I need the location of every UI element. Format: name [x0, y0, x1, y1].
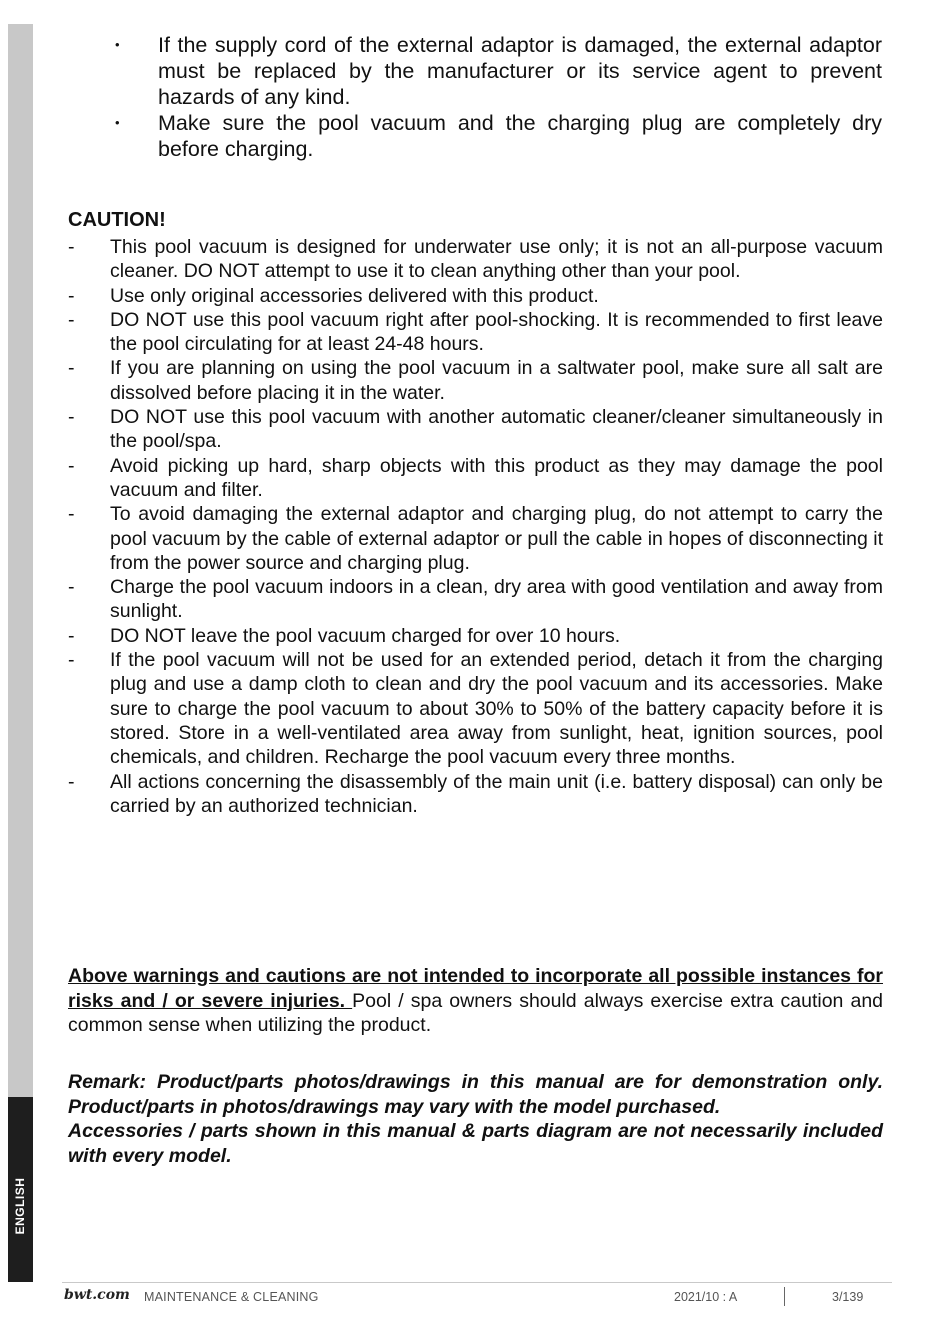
disclaimer-emphasis: Above warnings and cautions are not intended to incorporate all possible instances for risks and / or severe injuries.: [68, 965, 883, 1012]
dash-icon: -: [68, 576, 75, 599]
caution-text: All actions concerning the disassembly of the main unit (i.e. battery disposal) can only be carried by an authorized technician.: [110, 770, 883, 817]
caution-item: [68, 502, 883, 575]
caution-item: [68, 770, 883, 819]
caution-heading: CAUTION!: [68, 209, 166, 231]
bullet-text: Make sure the pool vacuum and the charging plug are completely dry before charging.: [158, 111, 882, 161]
disclaimer-paragraph: [68, 964, 883, 1038]
caution-text: Avoid picking up hard, sharp objects with this product as they may damage the pool vacuum and filter.: [110, 454, 883, 501]
caution-item: [68, 405, 883, 454]
caution-text: Use only original accessories delivered with this product.: [110, 284, 599, 307]
caution-item: [68, 648, 883, 769]
caution-text: If you are planning on using the pool vacuum in a saltwater pool, make sure all salt are dissolved before placing it in the water.: [110, 357, 883, 404]
footer-revision: 2021/10 : A: [674, 1290, 738, 1304]
sidebar-strip: [8, 24, 33, 1097]
safety-bullets: [110, 32, 882, 162]
disclaimer-text: Pool / spa owners should always exercise extra caution and common sense when utilizing the product.: [68, 989, 884, 1036]
caution-text: Charge the pool vacuum indoors in a clean, dry area with good ventilation and away from sunlight.: [110, 576, 883, 623]
caution-item: [68, 284, 883, 308]
caution-item: [68, 356, 883, 405]
caution-item: [68, 235, 883, 284]
bullet-text: If the supply cord of the external adaptor is damaged, the external adaptor must be replaced by the manufacturer or its service agent to prevent hazards of any kind.: [158, 33, 882, 109]
footer-section-title: MAINTENANCE & CLEANING: [144, 1290, 319, 1304]
language-label: ENGLISH: [13, 1177, 27, 1235]
dash-icon: -: [68, 624, 75, 647]
caution-item: [68, 308, 883, 357]
dash-icon: -: [68, 308, 75, 331]
footer-divider: [62, 1282, 892, 1283]
bullet-dot-icon: •: [115, 115, 120, 130]
dash-icon: -: [68, 236, 75, 258]
caution-text: If the pool vacuum will not be used for an extended period, detach it from the charging plug and use a damp cloth to clean and dry the pool vacuum and its accessories. Make sure to charge the pool vacuum to about 30% to 50% of the battery capacity before it is stored. Store in a well-ventilated area away from sunlight, heat, ignition sources, pool chemicals, and children. Recharge the pool vacuum every three months.: [110, 649, 883, 769]
dash-icon: -: [68, 406, 75, 429]
caution-text: To avoid damaging the external adaptor and charging plug, do not attempt to carry the pool vacuum by the cable of external adaptor or pull the cable in hopes of disconnecting it from the power source and charging plug.: [110, 503, 883, 574]
dash-icon: -: [68, 454, 75, 477]
bullet-item: [110, 32, 882, 110]
remark-block: [68, 1070, 883, 1168]
dash-icon: -: [68, 770, 75, 793]
caution-text: This pool vacuum is designed for underwater use only; it is not an all-purpose vacuum cleaner. DO NOT attempt to use it to clean anything other than your pool.: [110, 236, 883, 283]
bullet-dot-icon: •: [115, 37, 120, 52]
bullet-item: [110, 110, 882, 162]
footer-separator: [784, 1287, 785, 1306]
remark-text: Accessories / parts shown in this manual & parts diagram are not necessarily included with every model.: [68, 1120, 883, 1167]
caution-item: [68, 624, 883, 648]
page-number: 3/139: [832, 1290, 864, 1304]
caution-text: DO NOT use this pool vacuum with another automatic cleaner/cleaner simultaneously in the pool/spa.: [110, 406, 883, 453]
dash-icon: -: [68, 649, 75, 672]
brand-logo: bwt.com: [64, 1287, 130, 1303]
dash-icon: -: [68, 503, 75, 526]
page-footer: [62, 1284, 892, 1312]
caution-text: DO NOT use this pool vacuum right after pool-shocking. It is recommended to first leave the pool circulating for at least 24-48 hours.: [110, 308, 883, 356]
caution-list: [68, 235, 883, 818]
caution-item: [68, 454, 883, 503]
remark-text: Remark: Product/parts photos/drawings in this manual are for demonstration only. Product/parts in photos/drawings may vary with the model purchased.: [68, 1071, 883, 1118]
dash-icon: -: [68, 357, 75, 380]
caution-item: [68, 575, 883, 624]
dash-icon: -: [68, 284, 75, 307]
caution-text: DO NOT leave the pool vacuum charged for over 10 hours.: [110, 624, 621, 647]
